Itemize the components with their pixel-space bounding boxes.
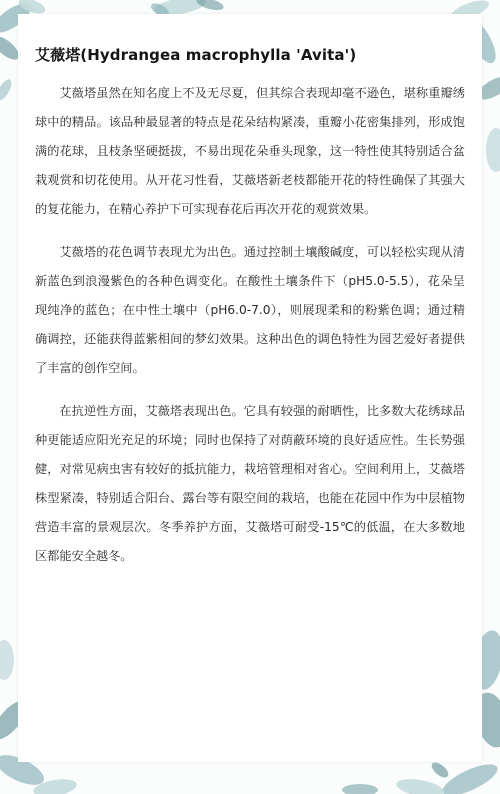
- article-body: [35, 79, 465, 585]
- paragraph-characteristics: 艾薇塔虽然在知名度上不及无尽夏，但其综合表现却毫不逊色，堪称重瓣绣球中的精品。该品种最显著的特点是花朵结构紧凑，重瓣小花密集排列，形成饱满的花球，且枝条坚硬挺拔，不易出现花朵垂头现象，这一特性使其特别适合盆栽观赏和切花使用。从开花习性看，艾薇塔新老枝都能开花的特性确保了其强大的复花能力，在精心养护下可实现春花后再次开花的观赏效果。: [35, 86, 465, 216]
- paragraph-flower-color: 艾薇塔的花色调节表现尤为出色。通过控制土壤酸碱度，可以轻松实现从清新蓝色到浪漫紫色的各种色调变化。在酸性土壤条件下（pH5.0-5.5），花朵呈现纯净的蓝色；在中性土壤中（pH6.0-7.0），则展现柔和的粉紫色调；通过精确调控，还能获得蓝紫相间的梦幻效果。这种出色的调色特性为园艺爱好者提供了丰富的创作空间。: [35, 245, 465, 375]
- article-title: 艾薇塔(Hydrangea macrophylla 'Avita'): [35, 46, 357, 64]
- paragraph-resilience: 在抗逆性方面，艾薇塔表现出色。它具有较强的耐晒性，比多数大花绣球品种更能适应阳光充足的环境；同时也保持了对荫蔽环境的良好适应性。生长势强健，对常见病虫害有较好的抵抗能力，栽培管理相对省心。空间利用上，艾薇塔株型紧凑，特别适合阳台、露台等有限空间的栽培，也能在花园中作为中层植物营造丰富的景观层次。冬季养护方面，艾薇塔可耐受-15℃的低温，在大多数地区都能安全越冬。: [35, 404, 465, 563]
